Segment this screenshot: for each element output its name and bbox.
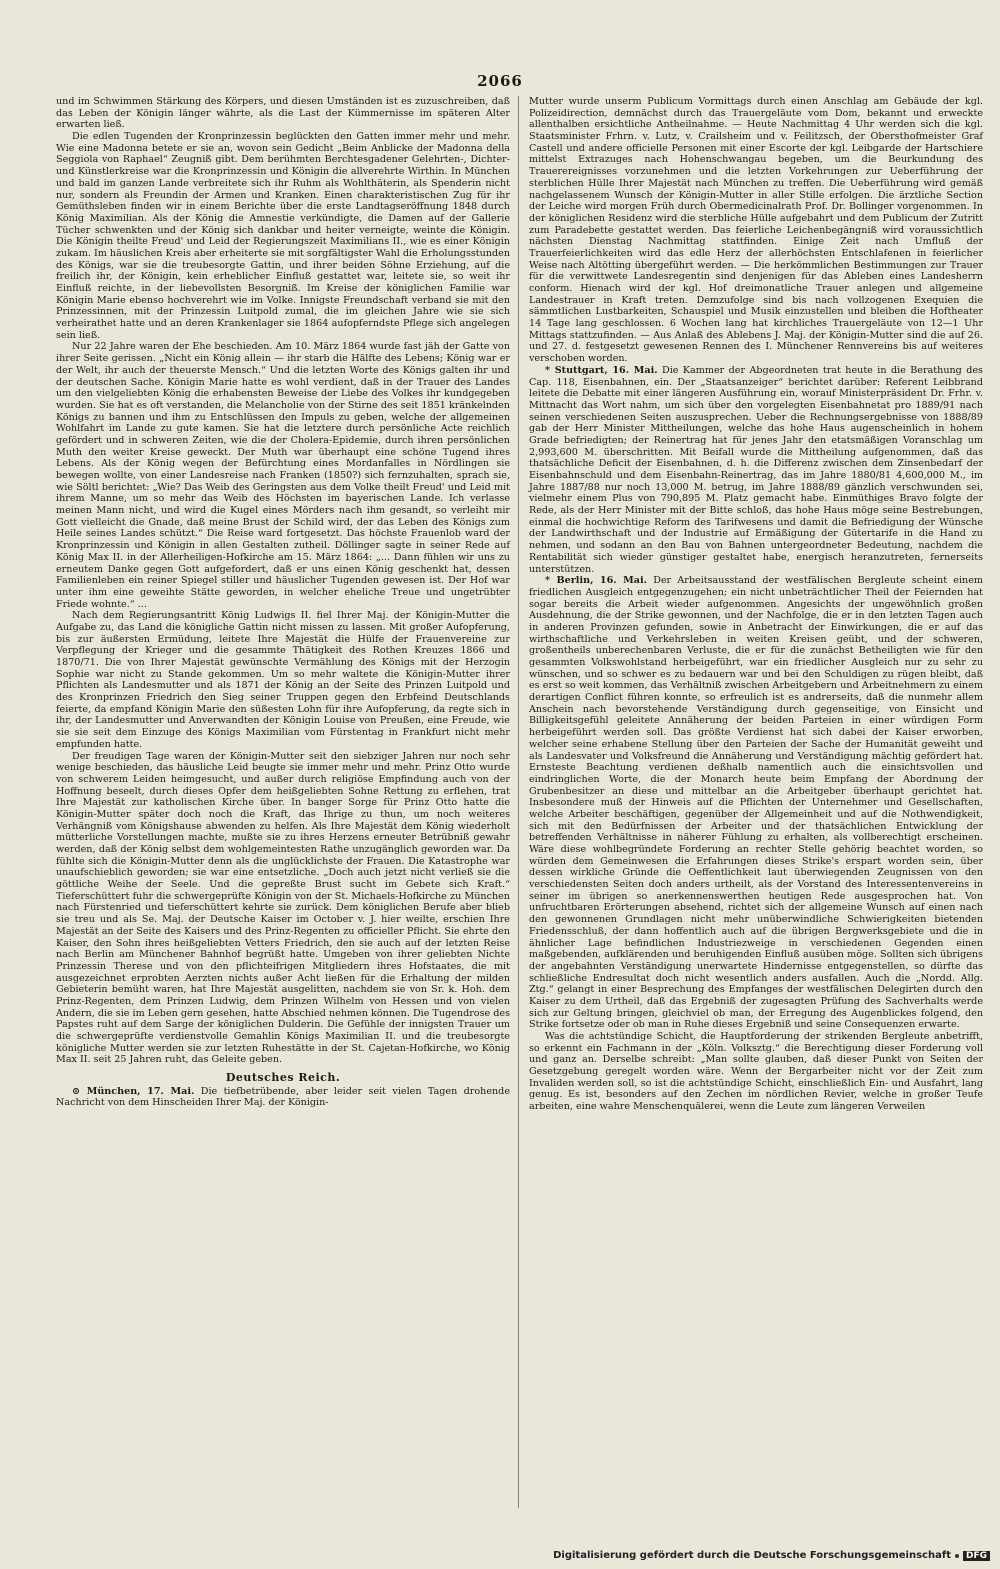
right-column — [529, 96, 983, 1113]
dateline: * Berlin, 16. Mai. — [545, 575, 647, 587]
column-divider — [518, 96, 519, 1508]
paragraph: Was die achtstündige Schicht, die Hauptforderung der strikenden Bergleute anbetrifft, so erkennt ein Fachmann in der „Köln. Volksztg.“ die Berechtigung dieser Forderung voll und ganz an. Derselbe schreibt: „Man sollte glauben, daß dieser Punkt von Seiten der Gesetzgebung geregelt worden wäre. Wenn der Bergarbeiter nicht vor der Zeit zum Invaliden werden soll, so ist die achtstündige Schicht, einschließlich Ein- und Ausfahrt, lang genug. Es ist, besonders auf den Zechen im nördlichen Revier, welche in großer Teufe arbeiten, eine wahre Menschenquälerei, wenn die Leute zum längeren Verweilen — [529, 1031, 983, 1113]
news-item-stuttgart — [529, 365, 983, 575]
paragraph: Nur 22 Jahre waren der Ehe beschieden. Am 10. März 1864 wurde fast jäh der Gatte von ihrer Seite gerissen. „Nicht ein König allein — ihr starb die Hälfte des Lebens; König war er der Welt, ihr auch der theuerste Mensch.“ Und die letzten Worte des Königs galten ihr und der deutschen Sache. Königin Marie hatte es wohl verdient, daß in der Trauer des Landes um den vielgeliebten König die erhabensten Beweise der Liebe des Volkes ihr kundgegeben wurden. Sie hat es oft verstanden, die Melancholie von der Stirne des seit 1851 kränkelnden Königs zu bannen und ihm zu Entschlüssen den Impuls zu geben, welche der allgemeinen Wohlfahrt im Lande zu gute kamen. Sie hat die letztere durch persönliche Acte reichlich gefördert und in schweren Zeiten, wie die der Cholera-Epidemie, durch ihren persönlichen Muth den weiter Kreise geweckt. Der Muth war überhaupt eine schöne Tugend ihres Lebens. Als der König wegen der Befürchtung eines Mordanfalles in Nördlingen sie bewegen wollte, von einer Landesreise nach Franken (1850?) sich fernzuhalten, sprach sie, wie Söltl berichtet: „Wie? Das Weib des Geringsten aus dem Volke theilt Freud' und Leid mit ihrem Manne, um so mehr das Weib des Höchsten im bayerischen Lande. Ich verlasse meinen Mann nicht, und wird die Kugel eines Mörders nach ihm gesandt, so verleiht mir Gott vielleicht die Gnade, daß meine Brust der Schild wird, der das Leben des Königs zum Heile seines Landes schützt.“ Die Reise ward fortgesetzt. Das höchste Frauenlob ward der Kronprinzessin und Königin in allen Gestalten zutheil. Döllinger sagte in seiner Rede auf König Max II. in der Allerheiligen-Hofkirche am 15. März 1864: „... Dann fühlen wir uns zu erneutem Danke gegen Gott aufgefordert, daß er uns einen König geschenkt hat, dessen Familienleben ein reiner Spiegel stiller und häuslicher Tugenden gewesen ist. Der Hof war unter ihm eine geweihte Stätte geworden, in welcher eheliche Treue und ungetrübter Friede wohnte.“ ... — [56, 341, 510, 610]
dateline: ⊙ München, 17. Mai. — [72, 1085, 195, 1097]
footer-text: Digitalisierung gefördert durch die Deutsche Forschungsgemeinschaft — [553, 1550, 951, 1561]
paragraph: Die edlen Tugenden der Kronprinzessin beglückten den Gatten immer mehr und mehr. Wie eine Madonna betete er sie an, wovon sein Gedicht „Beim Anblicke der Madonna della Seggiola von Raphael“ Zeugniß gibt. Dem berühmten Berchtesgadener Gelehrten-, Dichter- und Künstlerkreise war die Kronprinzessin und Königin die allverehrte Wirthin. In München und bald im ganzen Lande verbreitete sich ihr Ruhm als Wohlthäterin, als Spenderin nicht nur, sondern als Freundin der Armen und Kranken. Einen charakteristischen Zug für ihr Gemüthsleben finden wir in einem Berichte über die erste Landtagseröffnung 1848 durch König Maximilian. Als der König die Amnestie verkündigte, die Damen auf der Gallerie Tücher schwenkten und der König sich dankbar und heiter verneigte, weinte die Königin. Die Königin theilte Freud' und Leid der Regierungszeit Maximilians II., wie es einer Königin zukam. Im häuslichen Kreis aber erheiterte sie mit sorgfältigster Wahl die Erholungsstunden des Königs, war sie die treubesorgte Gattin, und ihrer beiden Söhne Erziehung, auf die freilich ihr, der Königin, kein erheblicher Einfluß gestattet war, leitete sie, so weit ihr Einfluß reichte, in der liebevollsten Besorgniß. Im Kreise der königlichen Familie war Königin Marie ebenso hochverehrt wie im Volke. Innigste Freundschaft verband sie mit den Prinzessinnen, mit der Prinzessin Luitpold zumal, die im gleichen Jahre wie sie sich verheirathet hatte und an deren Krankenlager sie 1864 aufopferndste Pflege sich angelegen sein ließ. — [56, 131, 510, 341]
page-number: 2066 — [477, 72, 523, 90]
dfg-logo: DFG — [963, 1551, 990, 1561]
news-item — [56, 1086, 510, 1109]
section-heading: Deutsches Reich. — [225, 1071, 341, 1085]
digitization-footer — [553, 1550, 990, 1561]
news-text: Die tiefbetrübende, aber leider seit vielen Tagen drohende Nachricht von dem Hinscheiden Ihrer Maj. der Königin- — [56, 1085, 510, 1109]
left-column — [56, 96, 510, 1109]
news-item-berlin — [529, 575, 983, 1031]
dateline: * Stuttgart, 16. Mai. — [545, 364, 658, 376]
paragraph: Der freudigen Tage waren der Königin-Mutter seit den siebziger Jahren nur noch sehr wenige beschieden, das häusliche Leid beugte sie immer mehr und mehr. Prinz Otto wurde von schwerem Leiden heimgesucht, und außer durch religiöse Empfindung auch von der Hoffnung beseelt, durch dieses Opfer dem heißgeliebten Sohne Rettung zu erflehen, trat Ihre Majestät zur katholischen Kirche über. In banger Sorge für Prinz Otto hatte die Königin-Mutter später doch noch die Kraft, das Ihrige zu thun, um noch weiteres Verhängniß vom Königshause abwenden zu helfen. Als Ihre Majestät dem König wiederholt mütterliche Vorstellungen machte, mußte sie zu ihres Herzens erneuter Betrübniß gewahr werden, daß der König selbst dem wohlgemeintesten Rathe unzugänglich geworden war. Da fühlte sich die Königin-Mutter denn als die unglücklichste der Frauen. Die Katastrophe war unaufschieblich geworden; sie war eine entsetzliche. „Doch auch jetzt nicht verließ sie die göttliche Weihe der Seele. Und die gepreßte Brust sucht im Gebete sich Kraft.“ Tieferschüttert fuhr die schwergeprüfte Königin von der St. Michaels-Hofkirche zu München nach Fürstenried und tieferschüttert kehrte sie zurück. Dem königlichen Berufe aber blieb sie treu und als Se. Maj. der Deutsche Kaiser im October v. J. hier weilte, erschien Ihre Majestät an der Seite des Kaisers und des Prinz-Regenten zu officieller Pflicht. Sie ehrte den Kaiser, den Sohn ihres heißgeliebten Vetters Friedrich, den sie auch auf der letzten Reise nach Berlin am Münchener Bahnhof begrüßt hatte. Umgeben von ihrer geliebten Nichte Prinzessin Therese und von den pflichteifrigen Mitgliedern ihres Hofstaates, die mit ausgezeichnet erprobten Aerzten nichts außer Acht ließen für die Erhaltung der milden Gebieterin bemüht waren, hat Ihre Majestät ausgelitten, nachdem sie von Sr. k. Hoh. dem Prinz-Regenten, dem Prinzen Ludwig, dem Prinzen Wilhelm von Hessen und von vielen Andern, die sie im Leben gern gesehen, hatte Abschied nehmen können. Die Tugendrose des Papstes ruht auf dem Sarge der königlichen Dulderin. Die Gefühle der innigsten Trauer um die schwergeprüfte verdienstvolle Gemahlin Königs Maximilian II. und die treubesorgte königliche Mutter werden sie zur letzten Ruhestätte in der St. Cajetan-Hofkirche, wo König Max II. seit 25 Jahren ruht, das Geleite geben. — [56, 750, 510, 1066]
paragraph: Mutter wurde unserm Publicum Vormittags durch einen Anschlag am Gebäude der kgl. Polizeidirection, demnächst durch das Trauergeläute vom Dom, bekannt und erweckte allenthalben ersichtliche Antheilnahme. — Heute Nachmittag 4 Uhr werden sich die kgl. Staatsminister Frhrn. v. Lutz, v. Crailsheim und v. Feilitzsch, der Obersthofmeister Graf Castell und andere officielle Personen mit einer Escorte der kgl. Leibgarde der Hartschiere mittelst Extrazuges nach Hohenschwangau begeben, um die Beurkundung des Trauerereignisses vorzunehmen und die letzten Vorkehrungen zur Ueberführung der sterblichen Hülle Ihrer Majestät nach München zu treffen. Die Ueberführung wird gemäß nachgelassenem Wunsch der Königin-Mutter in aller Stille erfolgen. Die ärztliche Section der Leiche wird morgen Früh durch Obermedicinalrath Prof. Dr. Bollinger vorgenommen. In der königlichen Residenz wird die sterbliche Hülle aufgebahrt und dem Publicum der Zutritt zum Paradebette gestattet werden. Das feierliche Leichenbegängniß wird voraussichtlich nächsten Dienstag Nachmittag stattfinden. Einige Zeit nach Umfluß der Trauerfeierlichkeiten wird das edle Herz der allerhöchsten Entschlafenen in feierlicher Weise nach Altötting übergeführt werden. — Die herkömmlichen Bestimmungen zur Trauer für die verwittwete Landesregentin sind denjenigen für das Ableben eines Landesherrn conform. Hienach wird der kgl. Hof dreimonatliche Trauer anlegen und allgemeine Landestrauer in Kraft treten. Demzufolge sind bis nach vollzogenen Exequien die sämmtlichen Lustbarkeiten, Schauspiel und Musik einzustellen und bleiben die Hoftheater 14 Tage lang geschlossen. 6 Wochen lang hat kirchliches Trauergeläute von 12—1 Uhr Mittags stattzufinden. — Aus Anlaß des Ablebens J. Maj. der Königin-Mutter sind die auf 26. und 27. d. festgesetzt gewesenen Rennen des I. Münchener Rennvereins bis auf weiteres verschoben worden. — [529, 96, 983, 365]
bullet-icon — [955, 1554, 959, 1558]
news-text: Die Kammer der Abgeordneten trat heute in die Berathung des Cap. 118, Eisenbahnen, ein. Der „Staatsanzeiger“ berichtet darüber: Referent Leibbrand leitete die Debatte mit einer längeren Ausführung ein, worauf Ministerpräsident Dr. Frhr. v. Mittnacht das Wort nahm, um sich über den vorgelegten Eisenbahnetat pro 1889/91 nach seinen verschiedenen Seiten auszusprechen. Ueber die Rechnungsergebnisse von 1888/89 gab der Herr Minister Mittheilungen, welche das hohe Haus augenscheinlich in hohem Grade befriedigten; der Reinertrag hat für jenes Jahr den etatsmäßigen Voranschlag um 2,993,600 M. überschritten. Mit Beifall wurde die Mittheilung aufgenommen, daß das thatsächliche Deficit der Eisenbahnen, d. h. die Differenz zwischen dem Zinsenbedarf der Eisenbahnschuld und dem Eisenbahn-Reinertrag, das im Jahre 1880/81 4,600,000 M., im Jahre 1887/88 nur noch 13,000 M. betrug, im Jahre 1888/89 gänzlich verschwunden sei, vielmehr einem Plus von 790,895 M. Platz gemacht habe. Einmüthiges Bravo folgte der Rede, als der Herr Minister mit der Bitte schloß, das hohe Haus möge seine Bestrebungen, einmal die hochwichtige Reform des Tarifwesens und damit die Befriedigung der Wünsche der Landwirthschaft und der Industrie auf Ermäßigung der Gütertarife in die Hand zu nehmen, und sodann an den Bau von Bahnen untergeordneter Bedeutung, nachdem die Rentabilität sich wieder günstiger gestaltet habe, energisch heranzutreten, fernerseits unterstützen. — [529, 364, 983, 575]
paragraph: und im Schwimmen Stärkung des Körpers, und diesen Umständen ist es zuzuschreiben, daß das Leben der Königin länger währte, als die Last der Kümmernisse im späteren Alter erwarten ließ. — [56, 96, 510, 131]
news-text: Der Arbeitsausstand der westfälischen Bergleute scheint einem friedlichen Ausgleich entgegenzugehen; ein nicht unbeträchtlicher Theil der Feiernden hat sogar bereits die Arbeit wieder aufgenommen. Angesichts der ungewöhnlich großen Ausdehnung, die der Strike gewonnen, und der Nachfolge, die er in den letzten Tagen auch in anderen Provinzen gefunden, sowie in Anbetracht der Einwirkungen, die er auf das wirthschaftliche und Verkehrsleben in weiten Kreisen geübt, und der schweren, großentheils unberechenbaren Verluste, die er für die zunächst Betheiligten wie für den gesammten Volkswohlstand herbeigeführt, war ein friedlicher Ausgleich nur zu sehr zu wünschen, und so schwer es zu bedauern war und bei den Schuldigen zu rügen bleibt, daß es erst so weit kommen, das Verhältniß zwischen Arbeitgebern und Arbeitnehmern zu einem derartigen Conflict führen konnte, so erfreulich ist es andrerseits, daß die nunmehr allem Anschein nach bevorstehende Verständigung durch gegenseitige, von Einsicht und Billigkeitsgefühl geleitete Annäherung der beiden Parteien in einer würdigen Form herbeigeführt werden soll. Das größte Verdienst hat sich dabei der Kaiser erworben, welcher seine erhabene Stellung über den Parteien der Sache der Humanität geweiht und als Landesvater und Volksfreund die Annäherung und Verständigung mächtig gefördert hat. Ernsteste Beachtung verdienen deßhalb namentlich auch die einsichtsvollen und eindringlichen Worte, die der Monarch heute beim Empfang der Abordnung der Grubenbesitzer an diese und mittelbar an die Arbeitgeber überhaupt gerichtet hat. Insbesondere muß der Hinweis auf die Pflichten der Unternehmer und Gesellschaften, welche Arbeiter beschäftigen, gegenüber der Allgemeinheit und auf die Nothwendigkeit, sich mit den Bedürfnissen der Arbeiter und der thatsächlichen Entwicklung der betreffenden Verhältnisse in näherer Fühlung zu erhalten, als vollberechtigt erscheinen. Wäre diese wohlbegründete Forderung an rechter Stelle gehörig beachtet worden, so würden dem Gemeinwesen die Erfahrungen dieses Strike's erspart worden sein, über dessen wirkliche Gründe die Oeffentlichkeit laut überwiegenden Zeugnissen von den verschiedensten Seiten doch anders urtheilt, als der Vorstand des Interessentenvereins in seiner im übrigen so anerkennenswerthen heutigen Rede ausgesprochen hat. Von unfruchtbaren Erörterungen absehend, richtet sich der allgemeine Wunsch auf einen nach den gewonnenen Grundlagen nicht mehr unüberwindliche Schwierigkeiten bietenden Friedensschluß, der dann hoffentlich auch auf die übrigen Bergwerksgebiete und die in ähnlicher Lage befindlichen Industriezweige in verschiedenen Gegenden einen maßgebenden, aufklärenden und beruhigenden Einfluß ausüben möge. Sollten sich übrigens der angebahnten Verständigung unerwartete Hindernisse entgegenstellen, so dürfte das schließliche Endresultat doch nicht wesentlich anders ausfallen. Auch die „Nordd. Allg. Ztg.“ gelangt in einer Besprechung des Empfanges der westfälischen Delegirten durch den Kaiser zu dem Urtheil, daß das Ergebniß der zugesagten Prüfung des Sachverhalts werde sich zur Geltung bringen, gleichviel ob man, der Erregung des Augenblickes folgend, den Strike fortsetze oder ob man in Ruhe dieses Ergebniß und seine Consequenzen erwarte. — [529, 575, 983, 1031]
paragraph: Nach dem Regierungsantritt König Ludwigs II. fiel Ihrer Maj. der Königin-Mutter die Aufgabe zu, das Land die königliche Gattin nicht missen zu lassen. Mit großer Aufopferung, bis zur äußersten Ermüdung, leitete Ihre Majestät die Hülfe der Frauenvereine zur Verpflegung der Krieger und die gesammte Thätigkeit des Rothen Kreuzes 1866 und 1870/71. Die von Ihrer Majestät gewünschte Vermählung des Königs mit der Herzogin Sophie war nicht zu Stande gekommen. Um so mehr waltete die Königin-Mutter ihrer Pflichten als Landesmutter und als 1871 der König an der Seite des Prinzen Luitpold und des Kronprinzen Friedrich den Sieg seiner Truppen gegen den Erbfeind Deutschlands feierte, da empfand Königin Marie den süßesten Lohn für ihre Aufopferung, da regte sich in ihr, der Landesmutter und Anverwandten der Königin Louise von Preußen, eine Freude, wie sie sie seit dem Einzuge des Königs Maximilian vom Fürstentag in Frankfurt nicht mehr empfunden hatte. — [56, 610, 510, 750]
